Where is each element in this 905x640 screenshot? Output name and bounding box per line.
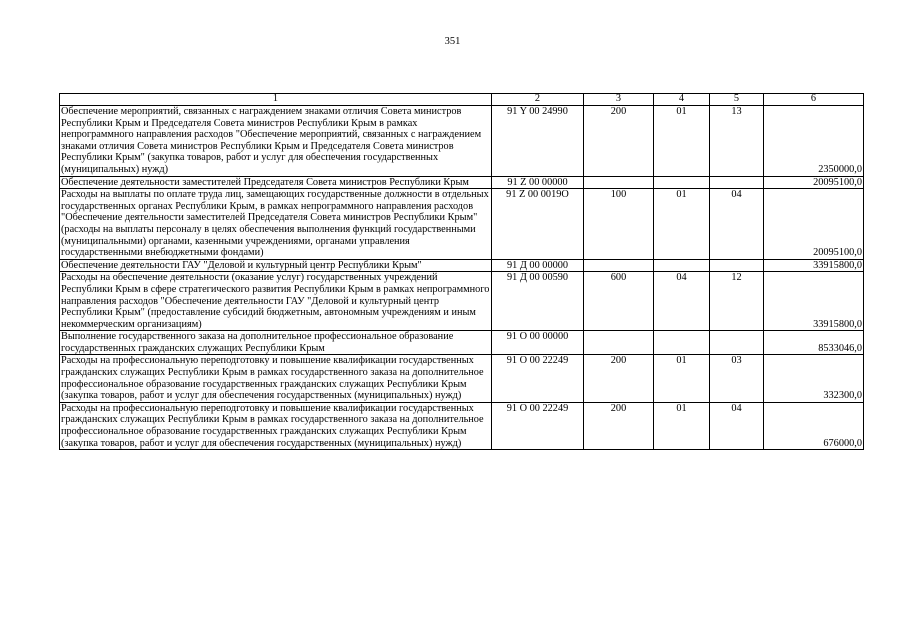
row-name: Обеспечение деятельности ГАУ "Деловой и культурный центр Республики Крым" [60,259,492,272]
row-expense-type [584,176,654,189]
row-name: Расходы на профессиональную переподготовку и повышение квалификации государственных гражданских служащих Республики Крым в рамках государственного заказа на дополнительное профессиональное образование государственных гражданских служащих Республики Крым (закупка товаров, работ и услуг для обеспечения государственных (муниципальных) нужд) [60,355,492,402]
row-amount: 20095100,0 [764,176,864,189]
row-code: 91 О 00 00000 [492,331,584,355]
row-name: Расходы на профессиональную переподготовку и повышение квалификации государственных гражданских служащих Республики Крым в рамках государственного заказа на дополнительное профессиональное образование государственных гражданских служащих Республики Крым (закупка товаров, работ и услуг для обеспечения государственных (муниципальных) нужд) [60,402,492,449]
page-number: 351 [444,36,461,47]
row-section [654,259,710,272]
header-col-1: 1 [60,94,492,106]
table-row [60,176,864,189]
row-subsection: 12 [710,272,764,331]
row-amount: 33915800,0 [764,272,864,331]
header-col-3: 3 [584,94,654,106]
row-code: 91 О 00 22249 [492,402,584,449]
row-expense-type: 200 [584,355,654,402]
row-name: Обеспечение деятельности заместителей Председателя Совета министров Республики Крым [60,176,492,189]
row-subsection [710,331,764,355]
row-name: Обеспечение мероприятий, связанных с награждением знаками отличия Совета министров Республики Крым и Председателя Совета министров Республики Крым в рамках непрограммного направления расходов "Обеспечение мероприятий, связанных с награждением знаками отличия Совета министров Республики Крым и Председателя Совета министров Республики Крым" (закупка товаров, работ и услуг для обеспечения государственных (муниципальных) нужд) [60,106,492,177]
row-subsection: 04 [710,189,764,260]
row-section: 01 [654,106,710,177]
table-row [60,272,864,331]
row-subsection [710,176,764,189]
row-section [654,176,710,189]
row-code: 91 Y 00 24990 [492,106,584,177]
table-row [60,189,864,260]
row-amount: 2350000,0 [764,106,864,177]
row-amount: 676000,0 [764,402,864,449]
row-code: 91 Д 00 00000 [492,259,584,272]
row-name: Выполнение государственного заказа на дополнительное профессиональное образование государственных гражданских служащих Республики Крым [60,331,492,355]
row-subsection: 04 [710,402,764,449]
table-row [60,402,864,449]
row-section [654,331,710,355]
row-expense-type: 100 [584,189,654,260]
row-expense-type [584,259,654,272]
table-header-row [60,94,864,106]
header-col-5: 5 [710,94,764,106]
row-section: 01 [654,402,710,449]
header-col-2: 2 [492,94,584,106]
table-row [60,259,864,272]
table-row [60,331,864,355]
row-subsection: 03 [710,355,764,402]
header-col-6: 6 [764,94,864,106]
row-code: 91 О 00 22249 [492,355,584,402]
row-expense-type [584,331,654,355]
row-section: 01 [654,355,710,402]
row-amount: 8533046,0 [764,331,864,355]
row-subsection [710,259,764,272]
table-row [60,355,864,402]
row-amount: 332300,0 [764,355,864,402]
budget-table [59,93,864,450]
row-section: 04 [654,272,710,331]
row-name: Расходы на обеспечение деятельности (оказание услуг) государственных учреждений Республики Крым в сфере стратегического развития Республики Крым в рамках непрограммного направления расходов "Обеспечение деятельности ГАУ "Деловой и культурный центр Республики Крым" (предоставление субсидий бюджетным, автономным учреждениям и иным некоммерческим организациям) [60,272,492,331]
row-amount: 33915800,0 [764,259,864,272]
row-code: 91 Z 00 0019О [492,189,584,260]
row-expense-type: 200 [584,402,654,449]
row-name: Расходы на выплаты по оплате труда лиц, замещающих государственные должности в отдельных государственных органах Республики Крым, в рамках непрограммного направления расходов "Обеспечение деятельности заместителей Председателя Совета министров Республики Крым" (расходы на выплаты персоналу в целях обеспечения выполнения функций государственными (муниципальными) органами, казенными учреждениями, органами управления государственными внебюджетными фондами) [60,189,492,260]
row-code: 91 Д 00 00590 [492,272,584,331]
row-section: 01 [654,189,710,260]
row-amount: 20095100,0 [764,189,864,260]
row-code: 91 Z 00 00000 [492,176,584,189]
row-expense-type: 200 [584,106,654,177]
row-subsection: 13 [710,106,764,177]
table-row [60,106,864,177]
header-col-4: 4 [654,94,710,106]
row-expense-type: 600 [584,272,654,331]
